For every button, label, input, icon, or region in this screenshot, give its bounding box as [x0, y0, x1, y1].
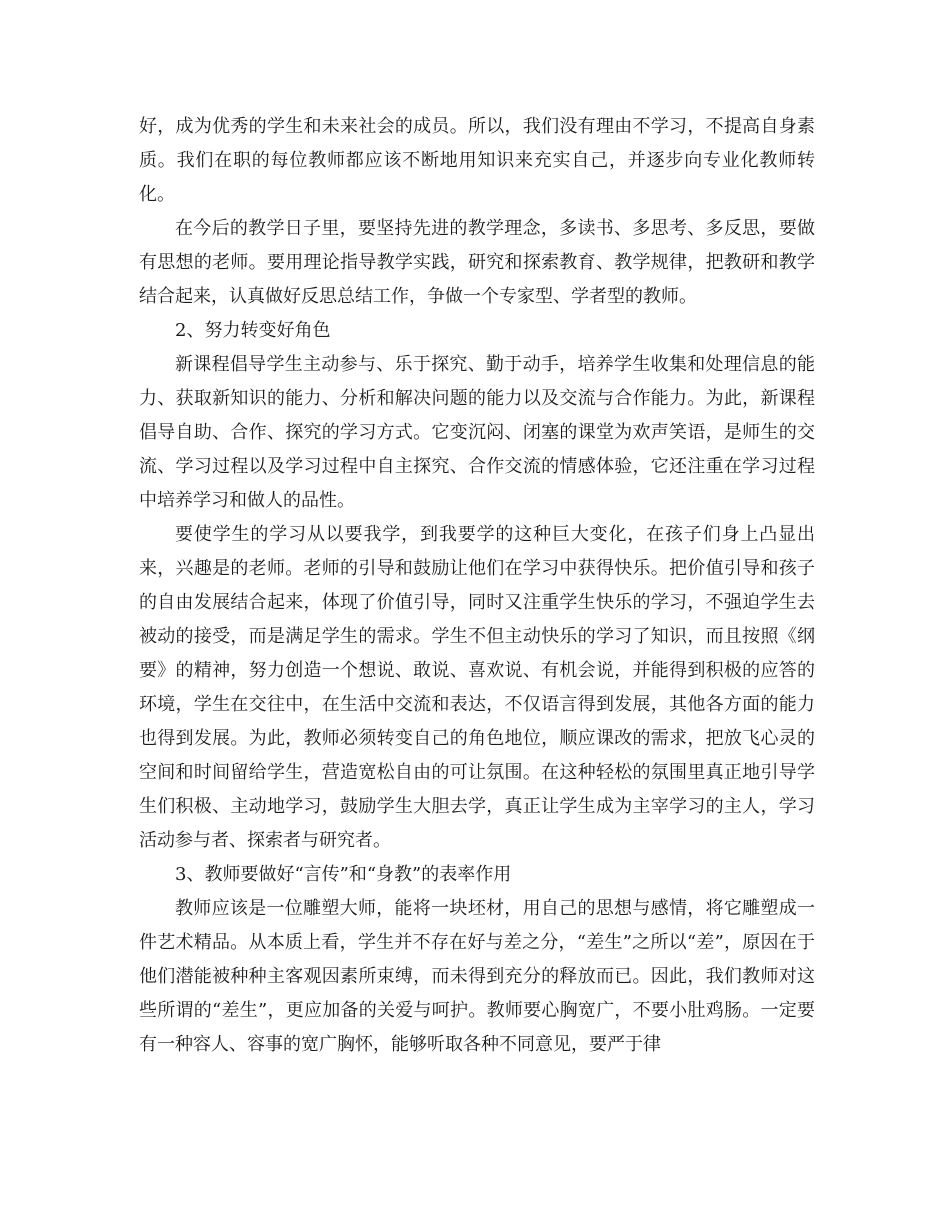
section-heading-3: 3、教师要做好“言传”和“身教”的表率作用: [175, 864, 512, 885]
paragraph-continuation: 好，成为优秀的学生和未来社会的成员。所以，我们没有理由不学习，不提高自身素质。我们在职的每位教师都应该不断地用知识来充实自己，并逐步向专业化教师转化。: [139, 116, 815, 205]
paragraph-student-learning: 要使学生的学习从以要我学，到我要学的这种巨大变化，在孩子们身上凸显出来，兴趣是的老师。老师的引导和鼓励让他们在学习中获得快乐。把价值引导和孩子的自由发展结合起来，体现了价值引导，同时又注重学生快乐的学习，不强迫学生去被动的接受，而是满足学生的需求。学生不但主动快乐的学习了知识，而且按照《纲要》的精神，努力创造一个想说、敢说、喜欢说、有机会说，并能得到积极的应答的环境，学生在交往中，在生活中交流和表达，不仅语言得到发展，其他各方面的能力也得到发展。为此，教师必须转变自己的角色地位，顺应课改的需求，把放飞心灵的空间和时间留给学生，营造宽松自由的可让氛围。在这种轻松的氛围里真正地引导学生们积极、主动地学习，鼓励学生大胆去学，真正让学生成为主宰学习的主人，学习活动参与者、探索者与研究者。: [139, 524, 815, 851]
document-body: [139, 110, 815, 1062]
paragraph-new-curriculum: 新课程倡导学生主动参与、乐于探究、勤于动手，培养学生收集和处理信息的能力、获取新知识的能力、分析和解决问题的能力以及交流与合作能力。为此，新课程倡导自助、合作、探究的学习方式。它变沉闷、闭塞的课堂为欢声笑语，是师生的交流、学习过程以及学习过程中自主探究、合作交流的情感体验，它还注重在学习过程中培养学习和做人的品性。: [139, 354, 815, 511]
paragraph-teacher-sculptor: 教师应该是一位雕塑大师，能将一块坯材，用自己的思想与感情，将它雕塑成一件艺术精品。从本质上看，学生并不存在好与差之分，“差生”之所以“差”，原因在于他们潜能被种种主客观因素所束缚，而未得到充分的释放而已。因此，我们教师对这些所谓的“差生”，更应加备的关爱与呵护。教师要心胸宽广，不要小肚鸡肠。一定要有一种容人、容事的宽广胸怀，能够听取各种不同意见，要严于律: [139, 898, 815, 1055]
section-heading-2: 2、努力转变好角色: [175, 320, 331, 341]
paragraph-teaching-philosophy: 在今后的教学日子里，要坚持先进的教学理念，多读书、多思考、多反思，要做有思想的老师。要用理论指导教学实践，研究和探索教育、教学规律，把教研和教学结合起来，认真做好反思总结工作，争做一个专家型、学者型的教师。: [139, 218, 815, 307]
